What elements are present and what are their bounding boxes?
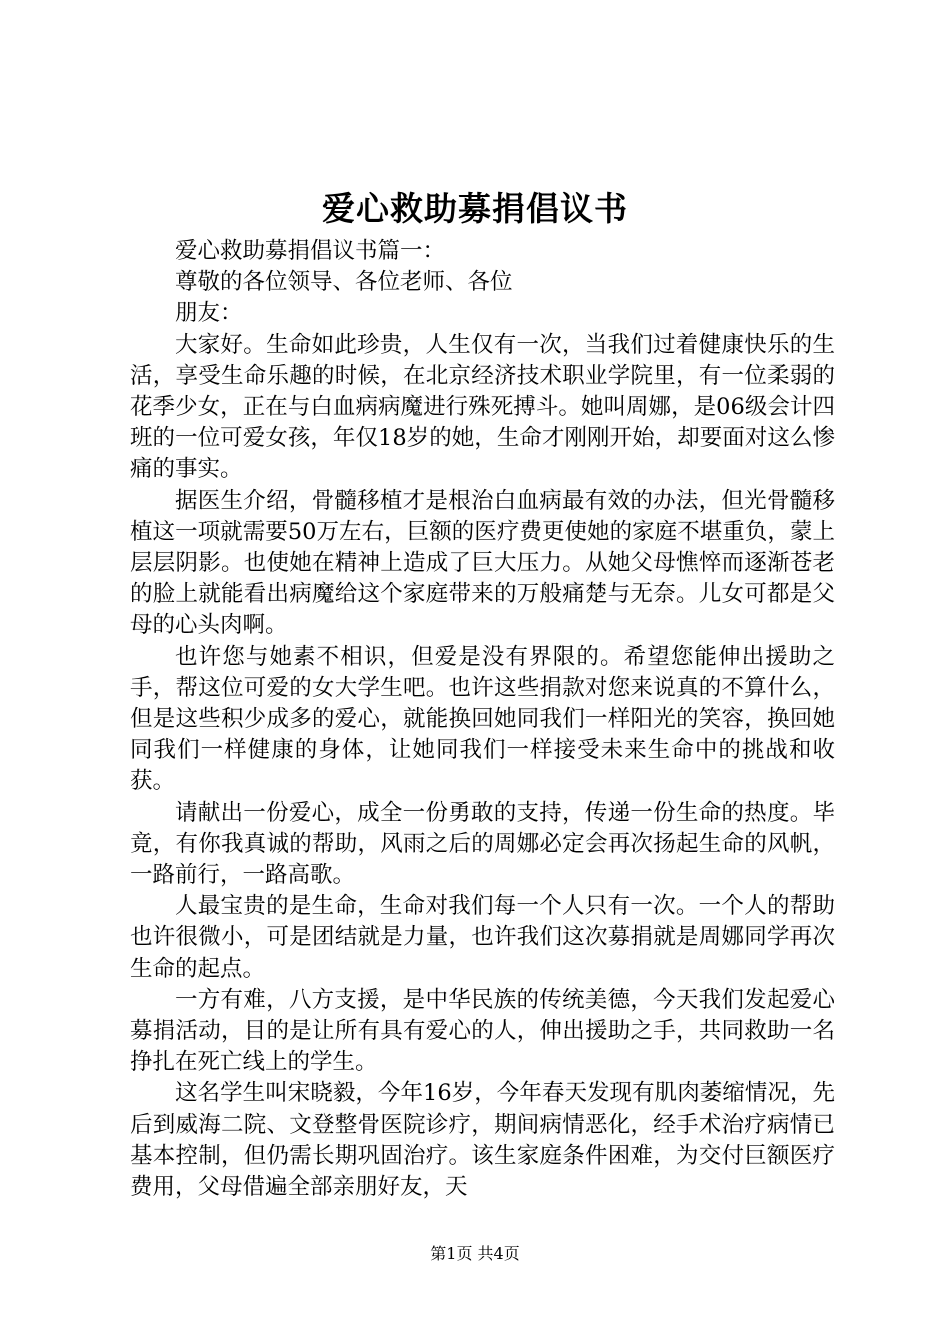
- body-paragraph: 人最宝贵的是生命，生命对我们每一个人只有一次。一个人的帮助也许很微小，可是团结就是力量，也许我们这次募捐就是周娜同学再次生命的起点。: [130, 893, 835, 982]
- page-number-footer: 第1页 共4页: [430, 1244, 520, 1263]
- document-title: 爱心救助募捐倡议书: [322, 189, 628, 228]
- salutation-line-1: 尊敬的各位领导、各位老师、各位: [175, 269, 513, 296]
- body-paragraph: 请献出一份爱心，成全一份勇敢的支持，传递一份生命的热度。毕竟，有你我真诚的帮助，风雨之后的周娜必定会再次扬起生命的风帆，一路前行，一路高歌。: [130, 799, 835, 889]
- salutation-line-2: 朋友：: [175, 300, 243, 327]
- body-paragraph: 一方有难，八方支援，是中华民族的传统美德，今天我们发起爱心募捐活动，目的是让所有具有爱心的人，伸出援助之手，共同救助一名挣扎在死亡线上的学生。: [130, 986, 835, 1076]
- document-body: [130, 236, 835, 1203]
- body-paragraph: 也许您与她素不相识，但爱是没有界限的。希望您能伸出援助之手，帮这位可爱的女大学生吧。也许这些捐款对您来说真的不算什么，但是这些积少成多的爱心，就能换回她同我们一样阳光的笑容，换回她同我们一样健康的身体，让她同我们一样接受未来生命中的挑战和收获。: [130, 643, 835, 795]
- body-paragraph: 这名学生叫宋晓毅，今年16岁，今年春天发现有肌肉萎缩情况，先后到威海二院、文登整骨医院诊疗，期间病情恶化，经手术治疗病情已基本控制，但仍需长期巩固治疗。该生家庭条件困难，为交付巨额医疗费用，父母借遍全部亲朋好友，天: [130, 1080, 835, 1201]
- body-paragraph: 大家好。生命如此珍贵，人生仅有一次，当我们过着健康快乐的生活，享受生命乐趣的时候，在北京经济技术职业学院里，有一位柔弱的花季少女，正在与白血病病魔进行殊死搏斗。她叫周娜，是06级会计四班的一位可爱女孩，年仅18岁的她，生命才刚刚开始，却要面对这么惨痛的事实。: [130, 331, 835, 483]
- heading-paragraph: 爱心救助募捐倡议书篇一：: [175, 238, 446, 264]
- body-paragraph: 据医生介绍，骨髓移植才是根治白血病最有效的办法，但光骨髓移植这一项就需要50万左右，巨额的医疗费更使她的家庭不堪重负，蒙上层层阴影。也使她在精神上造成了巨大压力。从她父母憔悴而逐渐苍老的脸上就能看出病魔给这个家庭带来的万般痛楚与无奈。儿女可都是父母的心头肉啊。: [130, 487, 835, 639]
